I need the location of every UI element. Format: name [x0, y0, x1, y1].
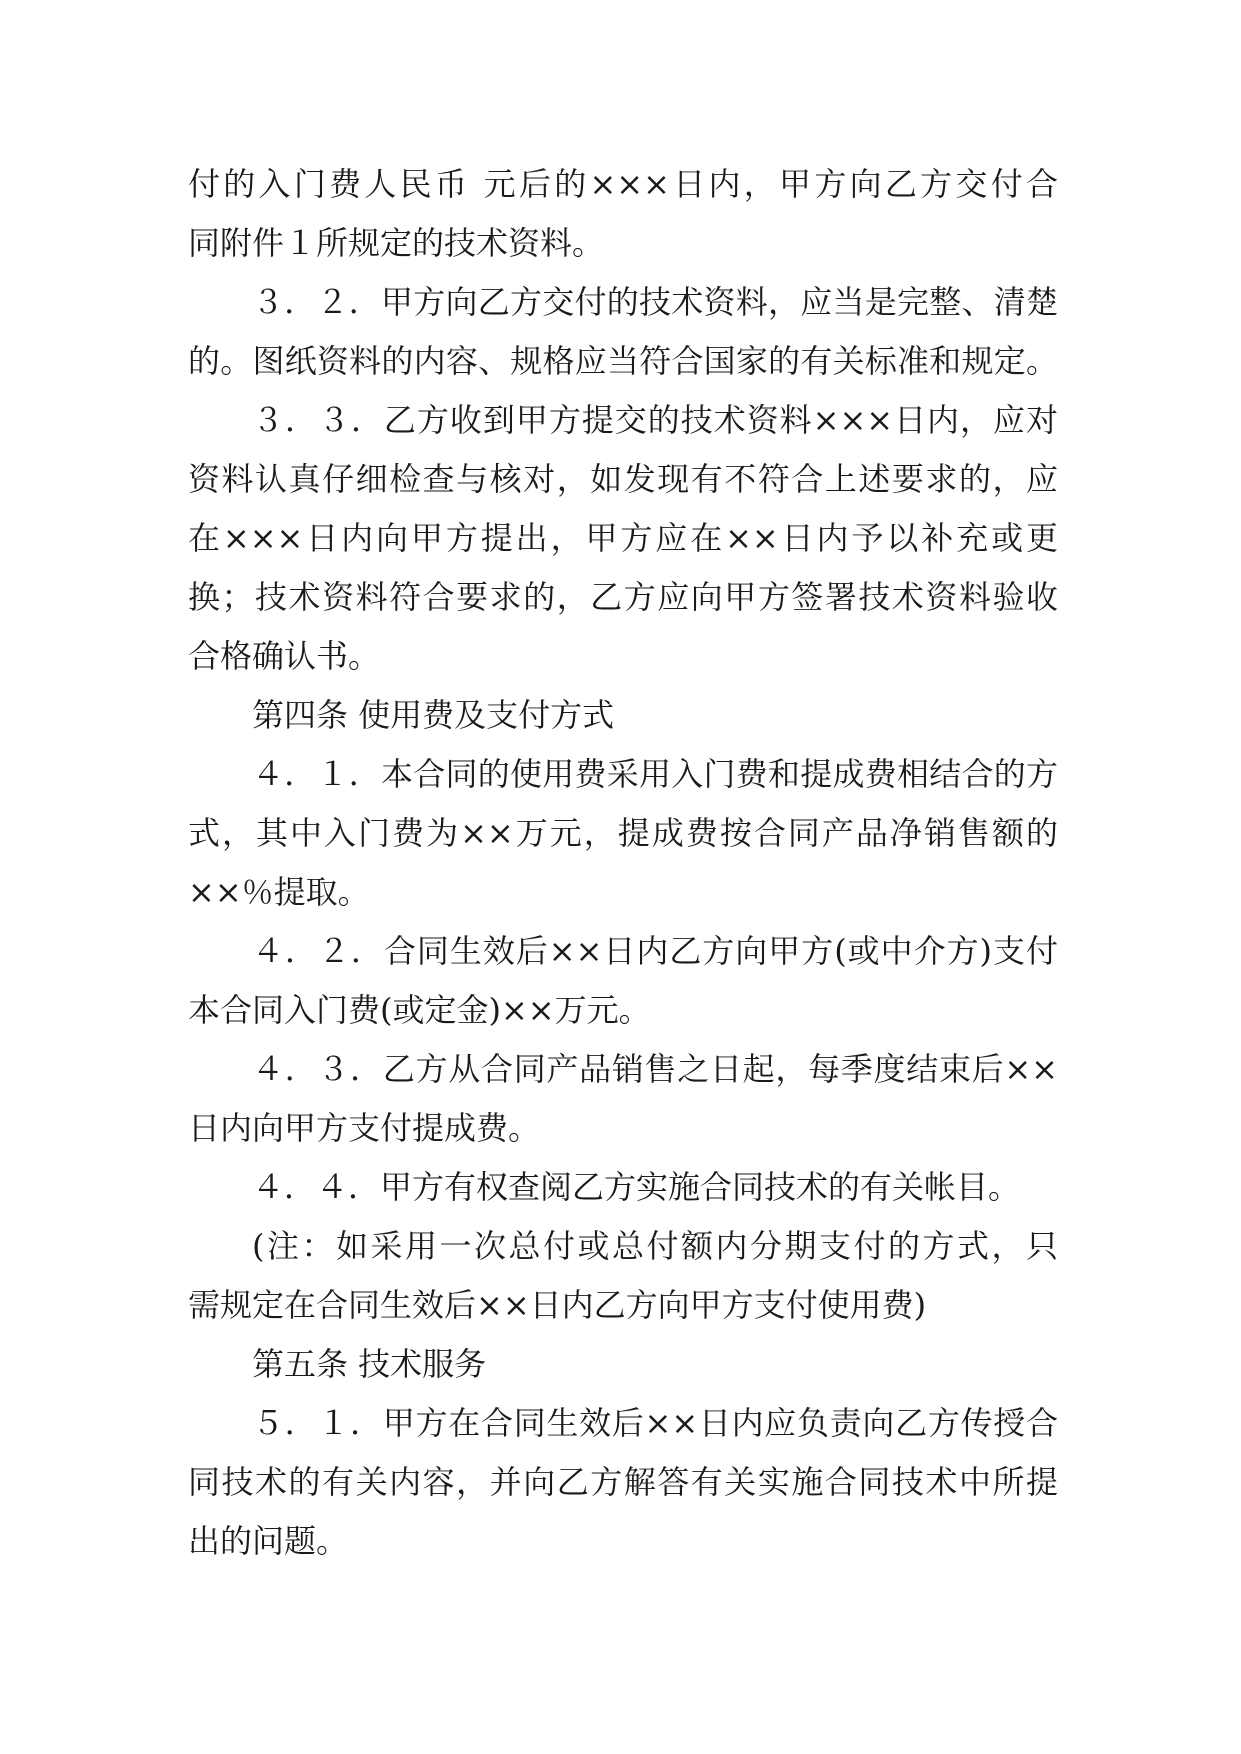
text-line: (注：如采用一次总付或总付额内分期支付的方式，只 [252, 1227, 1058, 1265]
text-line: 同技术的有关内容，并向乙方解答有关实施合同技术中所提 [188, 1463, 1058, 1501]
text-line: ５．１．甲方在合同生效后××日内应负责向乙方传授合 [252, 1404, 1058, 1442]
text-line: 式，其中入门费为××万元，提成费按合同产品净销售额的 [188, 814, 1058, 852]
document-body [188, 155, 1058, 1571]
text-line: 出的问题。 [188, 1522, 349, 1560]
text-line: ４．４．甲方有权查阅乙方实施合同技术的有关帐目。 [252, 1168, 1021, 1206]
text-line: 换；技术资料符合要求的，乙方应向甲方签署技术资料验收 [188, 578, 1058, 616]
section-heading: 第五条 技术服务 [252, 1345, 487, 1383]
text-line: 本合同入门费(或定金)××万元。 [188, 991, 651, 1029]
text-line: ４．２．合同生效后××日内乙方向甲方(或中介方)支付 [252, 932, 1058, 970]
text-line: ４．３．乙方从合同产品销售之日起，每季度结束后×× [252, 1050, 1058, 1088]
text-line: ４．１．本合同的使用费采用入门费和提成费相结合的方 [252, 755, 1058, 793]
section-heading: 第四条 使用费及支付方式 [252, 696, 615, 734]
text-line: 需规定在合同生效后××日内乙方向甲方支付使用费) [188, 1286, 927, 1324]
text-line: ３．３．乙方收到甲方提交的技术资料×××日内，应对 [252, 401, 1058, 439]
text-line: 同附件１所规定的技术资料。 [188, 224, 605, 262]
text-line: 在×××日内向甲方提出，甲方应在××日内予以补充或更 [188, 519, 1058, 557]
text-line: 日内向甲方支付提成费。 [188, 1109, 541, 1147]
text-line: ３．２．甲方向乙方交付的技术资料，应当是完整、清楚 [252, 283, 1058, 321]
text-line: ××％提取。 [188, 873, 370, 911]
text-line: 合格确认书。 [188, 637, 381, 675]
text-line: 的。图纸资料的内容、规格应当符合国家的有关标准和规定。 [188, 342, 1058, 380]
text-line: 付的入门费人民币 元后的×××日内，甲方向乙方交付合 [188, 165, 1058, 203]
text-line: 资料认真仔细检查与核对，如发现有不符合上述要求的，应 [188, 460, 1058, 498]
